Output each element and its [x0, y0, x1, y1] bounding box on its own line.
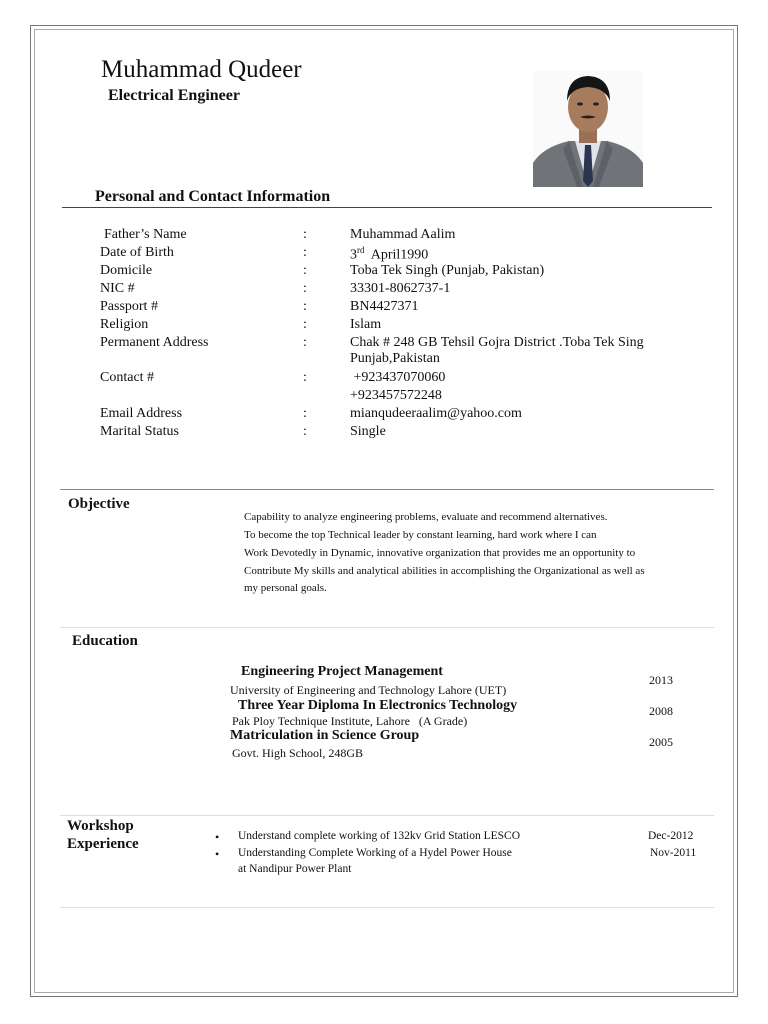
- objective-line: Work Devotedly in Dynamic, innovative organization that provides me an opportunity to: [244, 547, 636, 559]
- info-colon: :: [303, 245, 307, 260]
- info-label-religion: Religion: [100, 317, 149, 332]
- workshop-divider: [60, 815, 714, 816]
- education-divider: [60, 627, 714, 628]
- dob-day: 3: [350, 247, 357, 263]
- info-colon: :: [303, 263, 307, 278]
- objective-line: To become the top Technical leader by constant learning, hard work where I can: [244, 529, 597, 541]
- info-colon: :: [303, 299, 307, 314]
- workshop-item: Understand complete working of 132kv Grid Station LESCO: [238, 830, 521, 842]
- info-value-passport: BN4427371: [350, 299, 419, 314]
- info-colon: :: [303, 317, 307, 332]
- candidate-title: Electrical Engineer: [108, 87, 240, 104]
- info-label-marital: Marital Status: [100, 424, 179, 439]
- objective-line: my personal goals.: [244, 582, 327, 594]
- dob-suffix: rd: [357, 245, 365, 255]
- education-year: 2008: [649, 704, 673, 718]
- personal-heading: Personal and Contact Information: [95, 188, 331, 205]
- info-colon: :: [303, 424, 307, 439]
- info-label-dob: Date of Birth: [100, 245, 174, 260]
- education-institution: Pak Ploy Technique Institute, Lahore (A Grade): [232, 714, 468, 728]
- objective-line: Contribute My skills and analytical abilities in accomplishing the Organizational as well as: [244, 565, 645, 577]
- personal-divider: [62, 207, 712, 208]
- workshop-date: Dec-2012: [648, 830, 694, 842]
- education-title: Matriculation in Science Group: [230, 728, 420, 743]
- info-value-dob: [350, 245, 428, 264]
- info-value-email: mianqudeeraalim@yahoo.com: [350, 406, 522, 421]
- info-value-domicile: Toba Tek Singh (Punjab, Pakistan): [350, 263, 545, 278]
- bullet-icon: •: [215, 830, 220, 844]
- info-value-religion: Islam: [350, 317, 382, 332]
- dob-month-year: April1990: [364, 247, 429, 263]
- workshop-heading-line1: Workshop: [67, 818, 134, 834]
- workshop-heading-line2: Experience: [67, 836, 139, 852]
- workshop-item-line2: at Nandipur Power Plant: [238, 863, 352, 875]
- info-colon: :: [303, 370, 307, 385]
- education-institution: University of Engineering and Technology Lahore (UET): [230, 683, 507, 697]
- info-colon: :: [303, 227, 307, 242]
- workshop-date: Nov-2011: [650, 847, 697, 859]
- info-value-father: Muhammad Aalim: [350, 227, 456, 242]
- workshop-item: Understanding Complete Working of a Hydel Power House: [238, 847, 512, 859]
- profile-photo-icon: [533, 71, 643, 187]
- profile-photo: [533, 71, 643, 187]
- candidate-name: Muhammad Qudeer: [101, 56, 302, 83]
- info-label-domicile: Domicile: [100, 263, 153, 278]
- info-label-passport: Passport #: [100, 299, 158, 314]
- info-value-marital: Single: [350, 424, 386, 439]
- objective-divider: [60, 489, 714, 490]
- education-year: 2005: [649, 735, 673, 749]
- education-institution: Govt. High School, 248GB: [232, 746, 364, 760]
- info-value-address-line2: Punjab,Pakistan: [350, 351, 440, 366]
- info-label-email: Email Address: [100, 406, 183, 421]
- info-value-contact-2: +923457572248: [350, 388, 442, 403]
- info-label-nic: NIC #: [100, 281, 135, 296]
- education-title: Three Year Diploma In Electronics Technology: [238, 698, 518, 713]
- info-label-father: Father’s Name: [104, 227, 187, 242]
- education-year: 2013: [649, 673, 673, 687]
- bottom-divider: [60, 907, 714, 908]
- info-colon: :: [303, 281, 307, 296]
- info-label-address: Permanent Address: [100, 335, 209, 350]
- objective-line: Capability to analyze engineering problems, evaluate and recommend alternatives.: [244, 511, 608, 523]
- education-heading: Education: [72, 633, 138, 649]
- info-colon: :: [303, 335, 307, 350]
- objective-heading: Objective: [68, 496, 130, 512]
- bullet-icon: •: [215, 847, 220, 861]
- info-colon: :: [303, 406, 307, 421]
- education-title: Engineering Project Management: [241, 664, 443, 679]
- info-value-contact: +923437070060: [350, 370, 446, 385]
- info-label-contact: Contact #: [100, 370, 155, 385]
- info-value-address: Chak # 248 GB Tehsil Gojra District .Toba Tek Sing: [350, 335, 644, 350]
- info-value-nic: 33301-8062737-1: [350, 281, 451, 296]
